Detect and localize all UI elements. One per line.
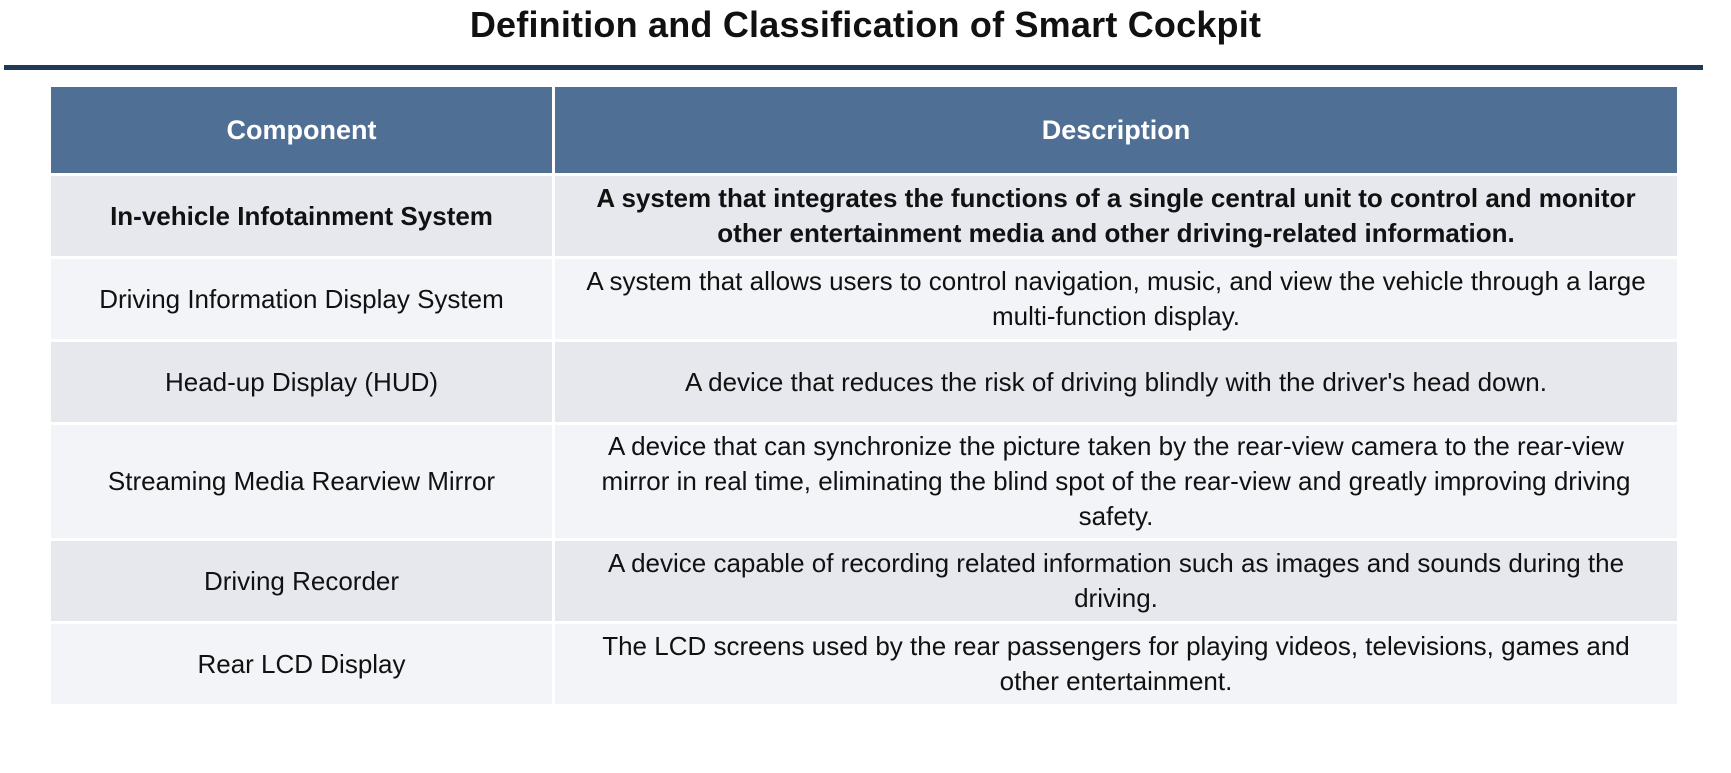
description-cell: The LCD screens used by the rear passengers for playing videos, televisions, games and other entertainment.: [554, 623, 1679, 706]
component-cell: Driving Recorder: [50, 540, 554, 623]
table-row: [50, 424, 1679, 540]
title-divider: [4, 65, 1703, 70]
classification-table: [48, 84, 1680, 707]
description-cell: A system that integrates the functions of a single central unit to control and monitor other entertainment media and other driving-related information.: [554, 175, 1679, 258]
component-cell: Driving Information Display System: [50, 258, 554, 341]
classification-table-container: [48, 84, 1677, 707]
component-cell: In-vehicle Infotainment System: [50, 175, 554, 258]
description-cell: A device that reduces the risk of driving blindly with the driver's head down.: [554, 341, 1679, 424]
column-header-description: Description: [554, 86, 1679, 175]
component-cell: Rear LCD Display: [50, 623, 554, 706]
component-cell: Streaming Media Rearview Mirror: [50, 424, 554, 540]
description-cell: A device that can synchronize the picture taken by the rear-view camera to the rear-view mirror in real time, eliminating the blind spot of the rear-view and greatly improving driving safety.: [554, 424, 1679, 540]
table-row: [50, 540, 1679, 623]
table-row: [50, 175, 1679, 258]
table-header-row: [50, 86, 1679, 175]
description-cell: A system that allows users to control navigation, music, and view the vehicle through a large multi-function display.: [554, 258, 1679, 341]
page-title: Definition and Classification of Smart Cockpit: [469, 4, 1262, 45]
component-cell: Head-up Display (HUD): [50, 341, 554, 424]
table-row: [50, 258, 1679, 341]
column-header-component: Component: [50, 86, 554, 175]
description-cell: A device capable of recording related information such as images and sounds during the driving.: [554, 540, 1679, 623]
table-row: [50, 623, 1679, 706]
table-row: [50, 341, 1679, 424]
